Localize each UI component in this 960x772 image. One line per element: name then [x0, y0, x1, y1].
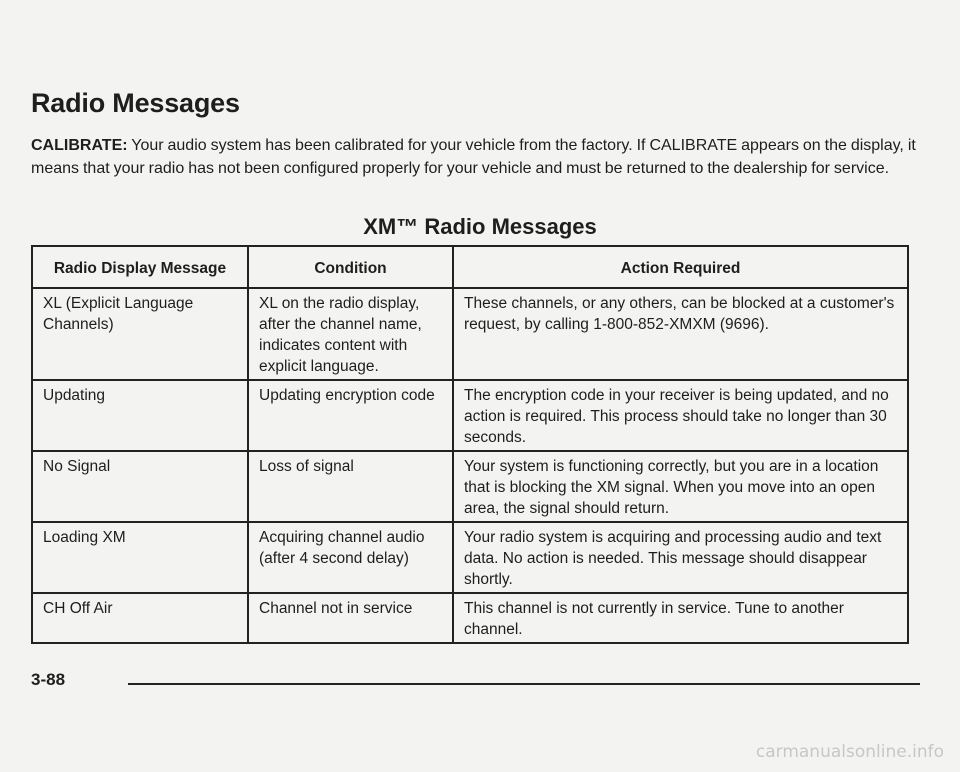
action-cell: This channel is not currently in service. Tune to another channel.: [453, 593, 908, 643]
footer-rule: [128, 683, 920, 685]
action-cell: Your system is functioning correctly, but you are in a location that is blocking the XM signal. When you move into an open area, the signal should return.: [453, 451, 908, 522]
calibrate-term: CALIBRATE:: [31, 137, 128, 154]
condition-cell: XL on the radio display, after the channel name, indicates content with explicit language.: [248, 288, 453, 380]
condition-cell: Loss of signal: [248, 451, 453, 522]
condition-cell: Channel not in service: [248, 593, 453, 643]
message-cell: XL (Explicit Language Channels): [32, 288, 248, 380]
table-header-row: [32, 246, 908, 288]
table-row: [32, 380, 908, 451]
xm-messages-table: [31, 245, 909, 644]
condition-cell: Updating encryption code: [248, 380, 453, 451]
message-cell: Updating: [32, 380, 248, 451]
calibrate-description: Your audio system has been calibrated for your vehicle from the factory. If CALIBRATE appears on the display, it means that your radio has not been configured properly for your vehicle and must be returned to the dealership for service.: [31, 137, 916, 177]
header-radio-display-message: Radio Display Message: [32, 246, 248, 288]
site-watermark: carmanualsonline.info: [755, 742, 944, 762]
header-action-required: Action Required: [453, 246, 908, 288]
table-row: [32, 522, 908, 593]
page-number: 3-88: [31, 670, 66, 689]
table-row: [32, 593, 908, 643]
condition-cell: Acquiring channel audio (after 4 second delay): [248, 522, 453, 593]
calibrate-paragraph: [31, 134, 921, 180]
table-row: [32, 288, 908, 380]
header-condition: Condition: [248, 246, 453, 288]
message-cell: CH Off Air: [32, 593, 248, 643]
table-row: [32, 451, 908, 522]
table-title: XM™ Radio Messages: [363, 214, 597, 239]
message-cell: No Signal: [32, 451, 248, 522]
section-heading: Radio Messages: [31, 88, 240, 118]
message-cell: Loading XM: [32, 522, 248, 593]
action-cell: These channels, or any others, can be blocked at a customer's request, by calling 1-800-852-XMXM (9696).: [453, 288, 908, 380]
action-cell: The encryption code in your receiver is being updated, and no action is required. This process should take no longer than 30 seconds.: [453, 380, 908, 451]
action-cell: Your radio system is acquiring and processing audio and text data. No action is needed. This message should disappear shortly.: [453, 522, 908, 593]
